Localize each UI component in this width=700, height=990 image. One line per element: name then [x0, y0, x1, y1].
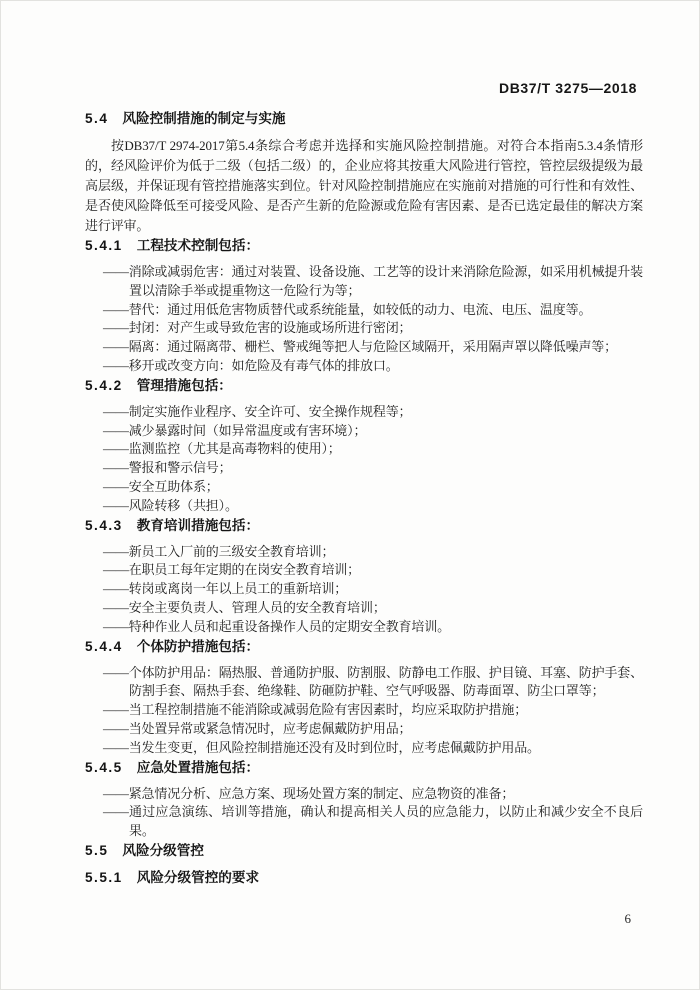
- list-item: ——监测监控（尤其是高毒物料的使用）；: [103, 441, 341, 457]
- section-title: 个体防护措施包括：: [136, 638, 260, 654]
- section-heading: [85, 376, 643, 396]
- section-number: 5.4.5: [85, 759, 123, 775]
- list-item: ——移开或改变方向：如危险及有毒气体的排放口。: [103, 357, 399, 373]
- list-item: ——在职员工每年定期的在岗安全教育培训；: [103, 562, 361, 578]
- list-item: ——安全互助体系；: [103, 478, 219, 494]
- section-heading: [85, 841, 643, 861]
- list-item: ——安全主要负责人、管理人员的安全教育培训；: [103, 599, 386, 615]
- section-heading: [85, 236, 643, 256]
- paragraph: 按DB37/T 2974-2017第5.4条综合考虑并选择和实施风险控制措施。对符合本指南5.3.4条情形的，经风险评价为低于二级（包括二级）的，企业应将其按重大风险进行管控，管控层级提级为最高层级，并保证现有管控措施落实到位。针对风险控制措施应在实施前对措施的可行性和有效性、是否使风险降低至可接受风险、是否产生新的危险源或危险有害因素、是否已选定最佳的解决方案进行评审。: [85, 138, 643, 233]
- section-title: 风险分级管控: [122, 842, 204, 858]
- measure-list: [103, 785, 643, 841]
- section-number: 5.5: [85, 842, 109, 858]
- section-number: 5.4.4: [85, 638, 123, 654]
- list-item: ——封闭：对产生或导致危害的设施或场所进行密闭；: [103, 320, 412, 336]
- section-heading: [85, 868, 643, 888]
- list-item: ——转岗或离岗一年以上员工的重新培训；: [103, 581, 348, 597]
- list-item: ——隔离：通过隔离带、栅栏、警戒绳等把人与危险区域隔开，采用隔声罩以降低噪声等；: [103, 339, 618, 355]
- section-number: 5.4.2: [85, 377, 123, 393]
- section-heading: [85, 637, 643, 657]
- section-title: 教育培训措施包括：: [136, 517, 260, 533]
- measure-list: [103, 263, 643, 376]
- list-item: ——通过应急演练、培训等措施，确认和提高相关人员的应急能力，以防止和减少安全不良后果。: [103, 804, 643, 839]
- section-title: 风险分级管控的要求: [136, 869, 260, 885]
- doc-number: DB37/T 3275—2018: [498, 80, 637, 96]
- list-item: ——当处置异常或紧急情况时，应考虑佩戴防护用品；: [103, 720, 412, 736]
- section-heading: [85, 109, 643, 129]
- section-5-5-1: [85, 868, 643, 888]
- list-item: ——替代：通过用低危害物质替代或系统能量，如较低的动力、电流、电压、温度等。: [103, 301, 592, 317]
- list-item: ——制定实施作业程序、安全许可、安全操作规程等；: [103, 403, 412, 419]
- section-5-4-3: [85, 516, 643, 637]
- section-5-4: [85, 109, 643, 236]
- list-item: ——消除或减弱危害：通过对装置、设备设施、工艺等的设计来消除危险源，如采用机械提升装置以清除手举或提重物这一危险行为等；: [103, 264, 643, 298]
- section-title: 风险控制措施的制定与实施: [122, 111, 286, 126]
- section-5-4-4: [85, 637, 643, 758]
- page-number: 6: [624, 911, 631, 926]
- section-title: 管理措施包括：: [136, 377, 232, 393]
- measure-list: [103, 664, 643, 758]
- list-item: ——紧急情况分析、应急方案、现场处置方案的制定、应急物资的准备；: [103, 785, 515, 801]
- list-item: ——新员工入厂前的三级安全教育培训；: [103, 543, 335, 559]
- list-item: ——个体防护用品：隔热服、普通防护服、防割服、防静电工作服、护目镜、耳塞、防护手套、防割手套、隔热手套、绝缘鞋、防砸防护鞋、空气呼吸器、防毒面罩、防尘口罩等；: [103, 664, 643, 699]
- section-5-4-2: [85, 376, 643, 516]
- list-item: ——风险转移（共担）。: [103, 497, 238, 513]
- section-5-4-1: [85, 236, 643, 376]
- section-5-5: [85, 841, 643, 861]
- section-number: 5.4.3: [85, 517, 123, 533]
- section-heading: [85, 758, 643, 778]
- list-item: ——特种作业人员和起重设备操作人员的定期安全教育培训。: [103, 618, 450, 634]
- section-5-4-5: [85, 758, 643, 841]
- section-number: 5.4: [85, 111, 109, 126]
- section-number: 5.5.1: [85, 869, 123, 885]
- list-item: ——减少暴露时间（如异常温度或有害环境）；: [103, 422, 367, 438]
- section-number: 5.4.1: [85, 238, 123, 253]
- section-title: 应急处置措施包括：: [136, 759, 260, 775]
- list-item: ——警报和警示信号；: [103, 460, 232, 476]
- measure-list: [103, 403, 643, 516]
- list-item: ——当工程控制措施不能消除或减弱危险有害因素时，均应采取防护措施；: [103, 702, 528, 718]
- section-title: 工程技术控制包括：: [136, 238, 260, 253]
- document-content: [85, 109, 643, 895]
- list-item: ——当发生变更，但风险控制措施还没有及时到位时，应考虑佩戴防护用品。: [103, 739, 540, 755]
- section-heading: [85, 516, 643, 536]
- measure-list: [103, 543, 643, 637]
